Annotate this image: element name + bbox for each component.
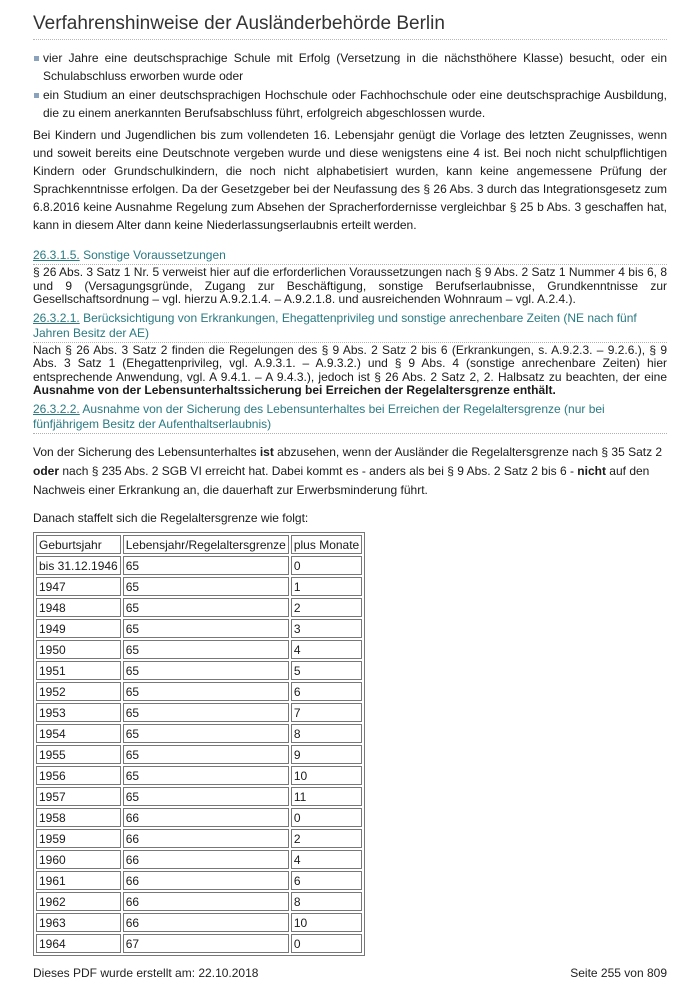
table-cell: 65 <box>123 682 289 701</box>
table-cell: 65 <box>123 577 289 596</box>
section-title: Ausnahme von der Sicherung des Lebensunterhaltes bei Erreichen der Regelaltersgrenze (nur bei fünfjährigem Besitz der Aufenthaltserlaubnis) <box>33 401 605 431</box>
table-cell: 9 <box>291 745 362 764</box>
table-cell: 66 <box>123 892 289 911</box>
list-item <box>33 86 667 122</box>
table-cell: 65 <box>123 661 289 680</box>
bullet-square-icon <box>34 56 39 61</box>
table-cell: 1960 <box>36 850 121 869</box>
table-cell: 66 <box>123 850 289 869</box>
bullet-text: vier Jahre eine deutschsprachige Schule mit Erfolg (Versetzung in die nächsthöhere Klasse) besucht, oder ein Schulabschluss erworben wurde oder <box>43 51 667 83</box>
section-heading <box>33 248 667 265</box>
table-cell: 67 <box>123 934 289 953</box>
table-cell: 1955 <box>36 745 121 764</box>
table-cell: 4 <box>291 850 362 869</box>
section-heading <box>33 402 667 434</box>
table-row <box>36 892 362 911</box>
table-row <box>36 640 362 659</box>
column-header: Geburtsjahr <box>36 535 121 554</box>
table-cell: 65 <box>123 556 289 575</box>
section-heading <box>33 311 667 343</box>
table-cell: 1956 <box>36 766 121 785</box>
document-page <box>33 0 667 956</box>
table-cell: 7 <box>291 703 362 722</box>
paragraph-pension <box>33 443 667 500</box>
page-title: Verfahrenshinweise der Ausländerbehörde Berlin <box>33 13 667 40</box>
table-cell: 66 <box>123 808 289 827</box>
table-cell: 6 <box>291 682 362 701</box>
table-row <box>36 661 362 680</box>
table-row <box>36 724 362 743</box>
table-cell: 1961 <box>36 871 121 890</box>
table-cell: 0 <box>291 556 362 575</box>
table-row <box>36 745 362 764</box>
retirement-age-table <box>33 532 365 956</box>
section-text: § 26 Abs. 3 Satz 1 Nr. 5 verweist hier auf die erforderlichen Voraussetzungen nach § 9 Abs. 2 Satz 1 Nummer 4 bis 6, 8 und 9 (Versagungsgründe, Zugang zur Beschäftigung, sonstige Berufserlaubnisse, Grundkenntnisse zur Gesellschaftsordnung – vgl. hierzu A.9.2.1.4. – A.9.2.1.8. und ausreichenden Wohnraum – vgl. A.2.4.). <box>33 265 667 306</box>
section-text-bold: Ausnahme von der Lebensunterhaltssicherung bei Erreichen der Regelaltersgrenze enthält. <box>33 383 556 397</box>
footer-page-number: Seite 255 von 809 <box>570 966 667 980</box>
table-row <box>36 619 362 638</box>
table-row <box>36 787 362 806</box>
table-row <box>36 703 362 722</box>
text-run-bold: nicht <box>577 463 606 478</box>
table-cell: 65 <box>123 766 289 785</box>
table-cell: 2 <box>291 829 362 848</box>
text-run: Von der Sicherung des Lebensunterhaltes <box>33 444 260 459</box>
table-row <box>36 871 362 890</box>
table-cell: 66 <box>123 871 289 890</box>
table-cell: 0 <box>291 934 362 953</box>
table-cell: 66 <box>123 829 289 848</box>
table-cell: 10 <box>291 766 362 785</box>
bullet-square-icon <box>34 93 39 98</box>
table-row <box>36 766 362 785</box>
bullet-list <box>33 49 667 122</box>
section-number-link[interactable]: 26.3.2.1. <box>33 310 80 325</box>
section-number-link[interactable]: 26.3.2.2. <box>33 401 80 416</box>
section-title: Sonstige Voraussetzungen <box>83 248 226 262</box>
text-run: abzusehen, wenn der Ausländer die Regelaltersgrenze nach § 35 Satz 2 <box>273 444 663 459</box>
table-body <box>36 556 362 953</box>
table-cell: 10 <box>291 913 362 932</box>
table-cell: 1 <box>291 577 362 596</box>
paragraph-children: Bei Kindern und Jugendlichen bis zum vollendeten 16. Lebensjahr genügt die Vorlage des letzten Zeugnisses, wenn und soweit bereits eine Deutschnote vergeben wurde und diese wenigstens eine 4 ist. Bei noch nicht schulpflichtigen Kindern oder Grundschulkindern, die noch nicht alphabetisiert wurden, kann keine angemessene Prüfung der Sprachkenntnisse erfolgen. Da der Gesetzgeber bei der Neufassung des § 26 Abs. 3 durch das Integrationsgesetz zum 6.8.2016 keine Ausnahme Regelung zum Absehen der Spracherfordernisse vergleichbar § 25 b Abs. 3 geschaffen hat, kann in diesem Alter dann keine Niederlassungserlaubnis erteilt werden. <box>33 128 667 232</box>
table-cell: 1963 <box>36 913 121 932</box>
table-cell: 4 <box>291 640 362 659</box>
section-title: Berücksichtigung von Erkrankungen, Ehegattenprivileg und sonstige anrechenbare Zeiten (NE nach fünf Jahren Besitz der AE) <box>33 310 637 340</box>
table-cell: 1954 <box>36 724 121 743</box>
table-row <box>36 913 362 932</box>
table-cell: 1948 <box>36 598 121 617</box>
table-cell: 65 <box>123 619 289 638</box>
table-cell: 1962 <box>36 892 121 911</box>
table-cell: 1964 <box>36 934 121 953</box>
table-cell: 5 <box>291 661 362 680</box>
table-row <box>36 850 362 869</box>
table-cell: bis 31.12.1946 <box>36 556 121 575</box>
table-row <box>36 577 362 596</box>
table-cell: 65 <box>123 787 289 806</box>
table-cell: 1957 <box>36 787 121 806</box>
table-cell: 65 <box>123 745 289 764</box>
table-cell: 6 <box>291 871 362 890</box>
table-cell: 11 <box>291 787 362 806</box>
table-header-row <box>36 535 362 554</box>
table-cell: 1959 <box>36 829 121 848</box>
footer-created-date: Dieses PDF wurde erstellt am: 22.10.2018 <box>33 966 259 980</box>
table-cell: 66 <box>123 913 289 932</box>
table-cell: 1953 <box>36 703 121 722</box>
list-item <box>33 49 667 85</box>
text-run-bold: oder <box>33 463 60 478</box>
text-run: nach § 235 Abs. 2 SGB VI erreicht hat. Dabei kommt es - anders als bei § 9 Abs. 2 Satz 2 bis 6 - <box>59 463 578 478</box>
text-run: auf den Nachweis einer Erkrankung an, die dauerhaft zur Erwerbsminderung führt. <box>33 463 650 497</box>
section-text <box>33 344 667 398</box>
table-intro: Danach staffelt sich die Regelaltersgrenze wie folgt: <box>33 510 309 525</box>
table-cell: 3 <box>291 619 362 638</box>
text-run-bold: ist <box>259 444 274 459</box>
column-header: Lebensjahr/Regelaltersgrenze <box>123 535 289 554</box>
table-cell: 2 <box>291 598 362 617</box>
table-cell: 65 <box>123 703 289 722</box>
table-cell: 1958 <box>36 808 121 827</box>
table-cell: 1950 <box>36 640 121 659</box>
section-text-plain: Nach § 26 Abs. 3 Satz 2 finden die Regelungen des § 9 Abs. 2 Satz 2 bis 6 (Erkrankungen, s. A.9.2.3. – 9.2.6.), § 9 Abs. 3 Satz 1 (Ehegattenprivileg, vgl. A.9.3.1. – A.9.3.2.) und § 9 Abs. 4 (sonstige anrechenbare Zeiten) hier entsprechende Anwendung, vgl. A 9.4.1. – A 9.4.3.), jedoch ist § 26 Abs. 2 Satz 2, 2. Halbsatz zu beachten, der eine <box>33 342 667 384</box>
table-cell: 8 <box>291 724 362 743</box>
table-row <box>36 556 362 575</box>
table-cell: 65 <box>123 724 289 743</box>
table-row <box>36 598 362 617</box>
table-row <box>36 829 362 848</box>
table-row <box>36 808 362 827</box>
table-cell: 1952 <box>36 682 121 701</box>
table-row <box>36 934 362 953</box>
table-cell: 1949 <box>36 619 121 638</box>
table-cell: 1951 <box>36 661 121 680</box>
column-header: plus Monate <box>291 535 362 554</box>
table-cell: 1947 <box>36 577 121 596</box>
section-number-link[interactable]: 26.3.1.5. <box>33 248 80 262</box>
table-cell: 65 <box>123 598 289 617</box>
bullet-text: ein Studium an einer deutschsprachigen Hochschule oder Fachhochschule oder eine deutschsprachige Ausbildung, die zu einem anerkannten Berufsabschluss führt, erfolgreich abgeschlossen wurde. <box>43 88 667 120</box>
table-cell: 8 <box>291 892 362 911</box>
table-cell: 0 <box>291 808 362 827</box>
page-footer <box>33 966 667 980</box>
table-row <box>36 682 362 701</box>
table-cell: 65 <box>123 640 289 659</box>
